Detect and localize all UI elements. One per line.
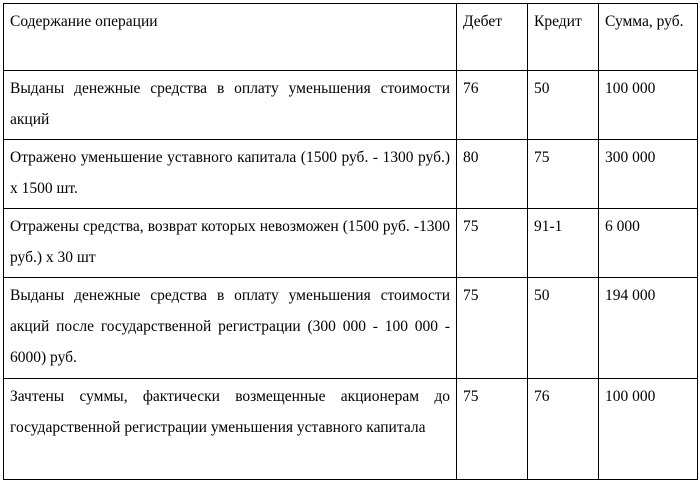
row-debit: 80: [457, 140, 528, 209]
header-debit: Дебет: [457, 4, 528, 71]
accounting-entries-table: [3, 3, 698, 480]
accounting-entries-sheet: [3, 3, 697, 480]
row-debit: 75: [457, 379, 528, 480]
row-description: Отражено уменьшение уставного капитала (1500 руб. - 1300 руб.) х 1500 шт.: [4, 140, 457, 209]
row-debit: 75: [457, 278, 528, 379]
row-sum: 6 000: [599, 209, 698, 278]
row-description: Выданы денежные средства в оплату уменьшения стоимости акций после государственной регистрации (300 000 - 100 000 - 6000) руб.: [4, 278, 457, 379]
row-sum: 194 000: [599, 278, 698, 379]
header-credit: Кредит: [528, 4, 599, 71]
table-row: [4, 140, 698, 209]
table-row: [4, 71, 698, 140]
row-description: Зачтены суммы, фактически возмещенные акционерам до государственной регистрации уменьшения уставного капитала: [4, 379, 457, 480]
row-credit: 91-1: [528, 209, 599, 278]
row-credit: 50: [528, 278, 599, 379]
row-sum: 300 000: [599, 140, 698, 209]
row-credit: 50: [528, 71, 599, 140]
row-description: Отражены средства, возврат которых невозможен (1500 руб. -1300 руб.) х 30 шт: [4, 209, 457, 278]
header-sum: Сумма, руб.: [599, 4, 698, 71]
row-credit: 75: [528, 140, 599, 209]
row-sum: 100 000: [599, 71, 698, 140]
row-description: Выданы денежные средства в оплату уменьшения стоимости акций: [4, 71, 457, 140]
row-credit: 76: [528, 379, 599, 480]
table-row: [4, 278, 698, 379]
table-row: [4, 379, 698, 480]
row-debit: 76: [457, 71, 528, 140]
table-row: [4, 209, 698, 278]
header-description: Содержание операции: [4, 4, 457, 71]
row-sum: 100 000: [599, 379, 698, 480]
table-header-row: [4, 4, 698, 71]
row-debit: 75: [457, 209, 528, 278]
